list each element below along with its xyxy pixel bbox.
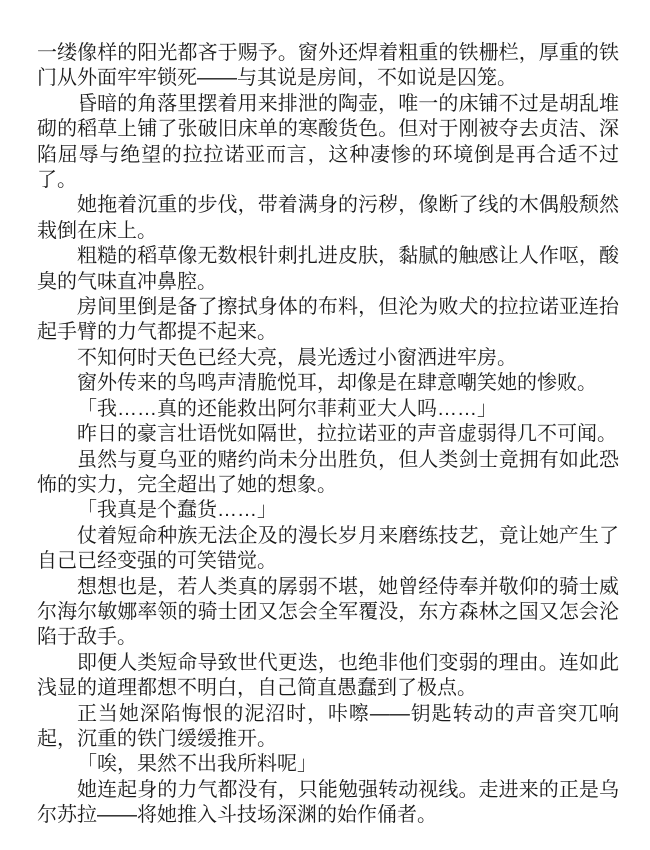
novel-paragraph: 虽然与夏乌亚的赌约尚未分出胜负，但人类剑士竟拥有如此恐怖的实力，完全超出了她的想象。 — [37, 448, 619, 496]
novel-paragraph: 昏暗的角落里摆着用来排泄的陶壶，唯一的床铺不过是胡乱堆砌的稻草上铺了张破旧床单的寒酸货色。但对于刚被夺去贞洁、深陷屈辱与绝望的拉拉诺亚而言，这种凄惨的环境倒是再合适不过了。 — [37, 92, 619, 192]
novel-paragraph: 昨日的豪言壮语恍如隔世，拉拉诺亚的声音虚弱得几不可闻。 — [77, 423, 617, 446]
novel-paragraph: 窗外传来的鸟鸣声清脆悦耳，却像是在肆意嘲笑她的惨败。 — [77, 372, 597, 395]
novel-paragraph: 粗糙的稻草像无数根针刺扎进皮肤，黏腻的触感让人作呕，酸臭的气味直冲鼻腔。 — [37, 245, 619, 293]
novel-paragraph: 她连起身的力气都没有，只能勉强转动视线。走进来的正是乌尔苏拉——将她推入斗技场深渊的始作俑者。 — [37, 778, 619, 827]
novel-page — [37, 41, 619, 829]
novel-paragraph: 一缕像样的阳光都吝于赐予。窗外还焊着粗重的铁栅栏，厚重的铁门从外面牢牢锁死——与其说是房间，不如说是囚笼。 — [37, 42, 619, 90]
novel-paragraph: 房间里倒是备了擦拭身体的布料，但沦为败犬的拉拉诺亚连抬起手臂的力气都提不起来。 — [37, 296, 619, 344]
novel-paragraph-dialogue: 「我……真的还能救出阿尔菲莉亚大人吗……」 — [77, 397, 497, 420]
novel-paragraph: 仗着短命种族无法企及的漫长岁月来磨练技艺，竟让她产生了自己已经变强的可笑错觉。 — [37, 524, 619, 573]
novel-paragraph-dialogue: 「我真是个蠢货……」 — [77, 499, 277, 522]
novel-paragraph-dialogue: 「唉，果然不出我所料呢」 — [77, 753, 317, 776]
novel-paragraph: 不知何时天色已经大亮，晨光透过小窗洒进牢房。 — [77, 346, 517, 369]
novel-paragraph: 她拖着沉重的步伐，带着满身的污秽，像断了线的木偶般颓然栽倒在床上。 — [37, 194, 619, 242]
novel-paragraph: 想想也是，若人类真的孱弱不堪，她曾经侍奉并敬仰的骑士威尔海尔敏娜率领的骑士团又怎会全军覆没，东方森林之国又怎会沦陷于敌手。 — [37, 575, 619, 649]
novel-paragraph: 正当她深陷悔恨的泥沼时，咔嚓——钥匙转动的声音突兀响起，沉重的铁门缓缓推开。 — [37, 702, 619, 750]
novel-paragraph: 即便人类短命导致世代更迭，也绝非他们变弱的理由。连如此浅显的道理都想不明白，自己简直愚蠢到了极点。 — [37, 651, 619, 700]
